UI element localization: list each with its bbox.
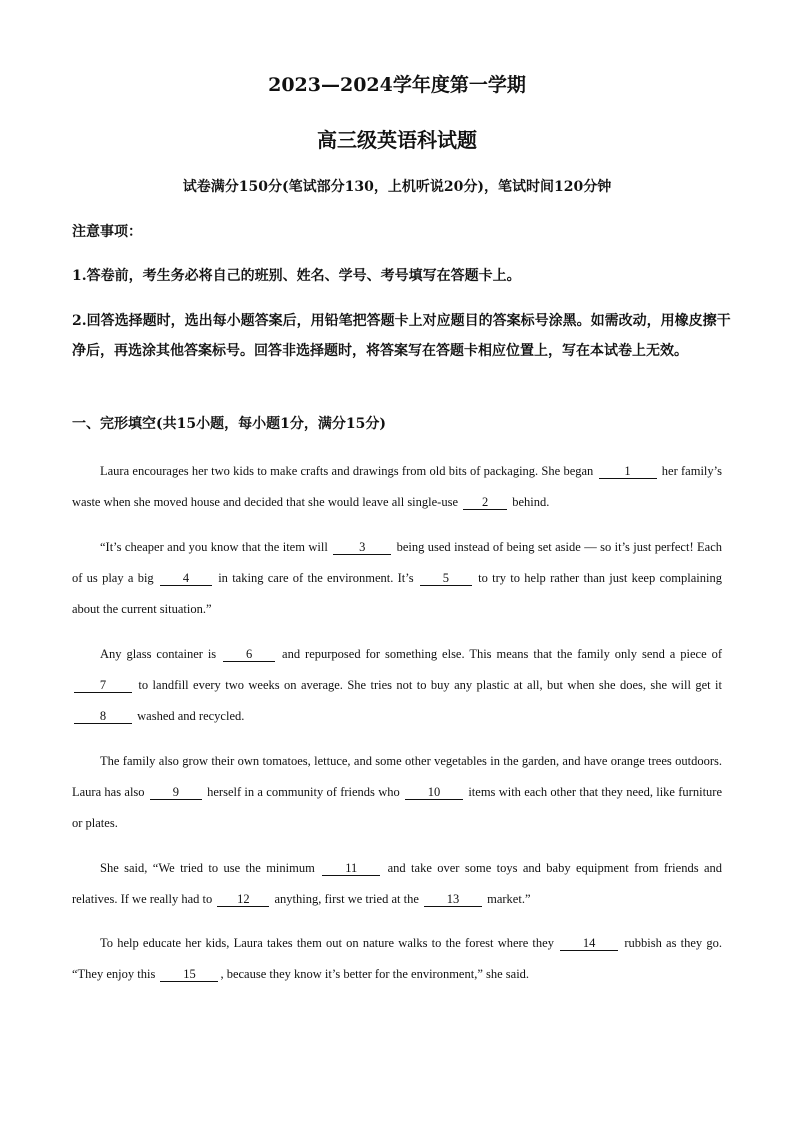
blank-11: 11 [322, 861, 380, 876]
blank-14: 14 [560, 936, 618, 951]
blank-13: 13 [424, 892, 482, 907]
blank-4: 4 [160, 571, 212, 586]
passage-paragraph-2: “It’s cheaper and you know that the item will 3 being used instead of being set aside — so it’s just perfect! Each of us play a big 4 in taking care of the environment. It’s 5 to try to help rather than just keep complaining about the current situation.” [72, 540, 722, 616]
blank-6: 6 [223, 647, 275, 662]
passage-paragraph-6: To help educate her kids, Laura takes them out on nature walks to the forest where they 14 rubbish as they go. “They enjoy this 15 , because they know it’s better for the environment,” she said. [72, 936, 722, 981]
blank-3: 3 [333, 540, 391, 555]
blank-1: 1 [599, 464, 657, 479]
blank-9: 9 [150, 785, 202, 800]
notes-item-2: 2.回答选择题时，选出每小题答案后，用铅笔把答题卡上对应题目的答案标号涂黑。如需改动，用橡皮擦干净后，再选涂其他答案标号。回答非选择题时，将答案写在答题卡相应位置上，写在本试卷上无效。 [72, 313, 731, 359]
exam-title: 高三级英语科试题 [317, 128, 477, 152]
blank-7: 7 [74, 678, 132, 693]
passage-paragraph-1: Laura encourages her two kids to make crafts and drawings from old bits of packaging. She began 1 her family’s waste when she moved house and decided that she would leave all single-use 2 behind. [72, 464, 722, 509]
exam-year-term: 2023—2024学年度第一学期 [268, 74, 526, 96]
blank-8: 8 [74, 709, 132, 724]
blank-2: 2 [463, 495, 507, 510]
notes-item-1: 1.答卷前，考生务必将自己的班别、姓名、学号、考号填写在答题卡上。 [72, 268, 521, 284]
passage-paragraph-4: The family also grow their own tomatoes, lettuce, and some other vegetables in the garden, and have orange trees outdoors. Laura has also 9 herself in a community of friends who 10 items with each other that they need, like furniture or plates. [72, 754, 722, 830]
blank-5: 5 [420, 571, 472, 586]
score-info: 试卷满分150分(笔试部分130，上机听说20分)，笔试时间120分钟 [182, 179, 612, 195]
passage-paragraph-5: She said, “We tried to use the minimum 11 and take over some toys and baby equipment from friends and relatives. If we really had to 12 anything, first we tried at the 13 market.” [72, 861, 722, 906]
blank-15: 15 [160, 967, 218, 982]
passage-paragraph-3: Any glass container is 6 and repurposed for something else. This means that the family only send a piece of 7 to landfill every two weeks on average. She tries not to buy any plastic at all, but when she does, she will get it 8 washed and recycled. [72, 639, 722, 732]
blank-10: 10 [405, 785, 463, 800]
notes-heading: 注意事项： [72, 224, 142, 240]
section-title-cloze: 一、完形填空(共15小题，每小题1分，满分15分) [72, 416, 386, 432]
blank-12: 12 [217, 892, 269, 907]
